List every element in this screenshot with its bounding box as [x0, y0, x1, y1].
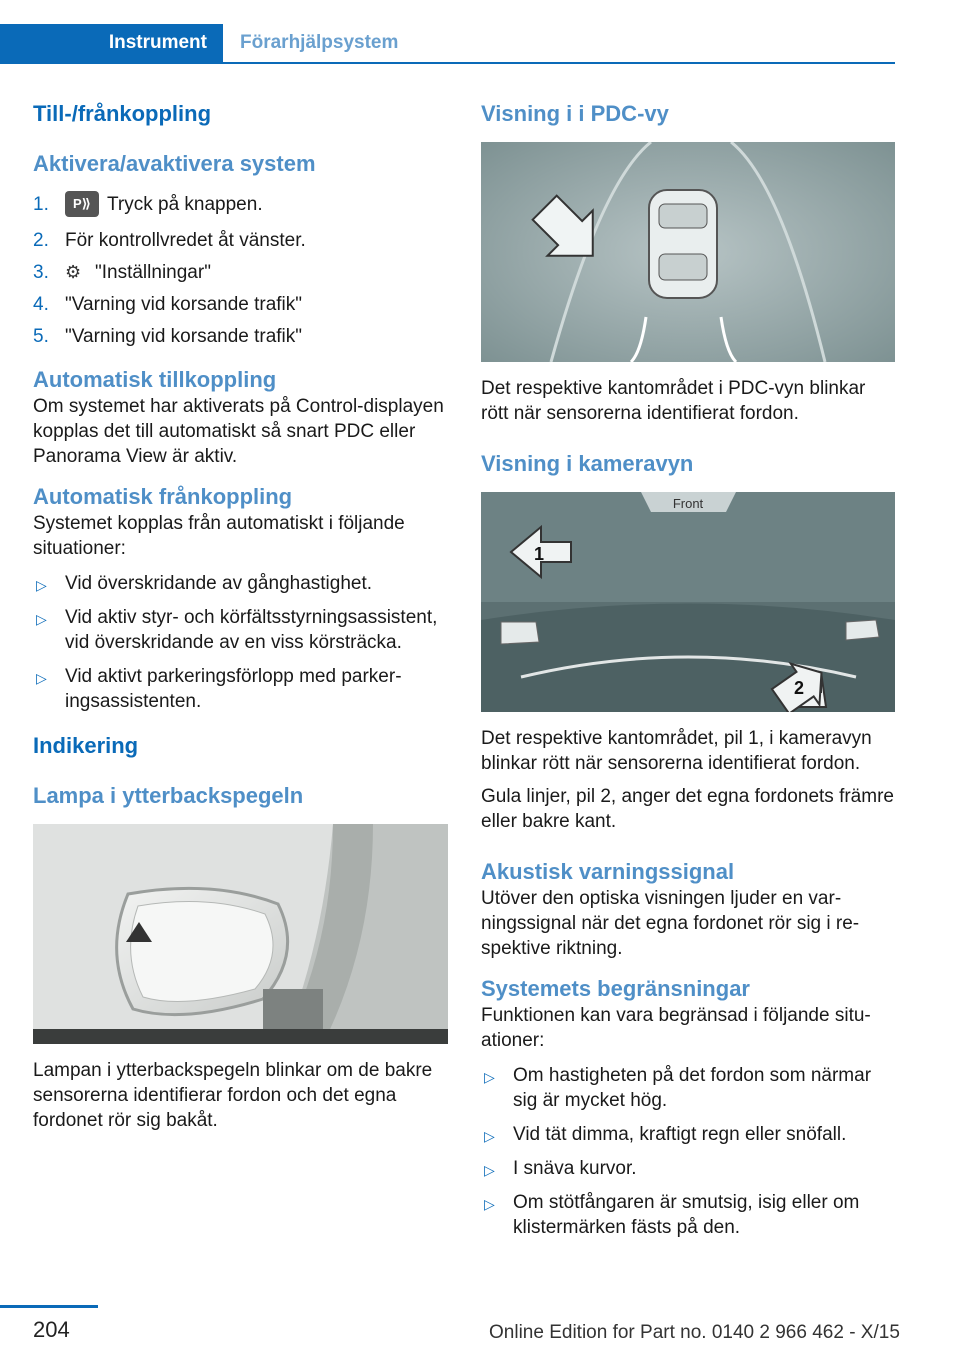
auto-off-bullets — [33, 571, 448, 714]
paragraph-auto-on: Om systemet har aktiverats på Control-displayen kopplas det till automatiskt så snart PDC eller Panorama View är aktiv. — [33, 396, 444, 467]
list-item-text: Vid tät dimma, kraftigt regn eller snöfall. — [513, 1124, 847, 1145]
list-item-text: I snäva kurvor. — [513, 1158, 637, 1179]
subsection-title-activate: Aktivera/avaktivera system — [33, 151, 316, 176]
list-item — [33, 571, 448, 596]
paragraph-camera-1: Det respektive kantområdet, pil 1, i kameravyn blinkar rött när sensorerna identifierat fordon. — [481, 728, 872, 774]
list-item — [33, 605, 448, 655]
step-item — [33, 320, 448, 352]
step-text: För kontrollvredet åt vänster. — [65, 229, 306, 251]
list-item — [481, 1156, 895, 1181]
gear-icon: ⚙ — [65, 261, 82, 282]
tab-forarhjalpsystem[interactable]: Förarhjälpsystem — [240, 32, 399, 53]
step-item — [33, 224, 448, 256]
list-item-text: Vid aktiv styr- och körfältsstyrningsassistent, vid överskridande av en viss körsträcka. — [65, 607, 438, 653]
triangle-bullet-icon: ▷ — [36, 577, 47, 593]
subsection-title-auto-on: Automatisk tillkoppling — [33, 367, 277, 392]
front-label: Front — [672, 496, 704, 511]
mirror-figure — [33, 824, 448, 1044]
paragraph-mirror: Lampan i ytterbackspegeln blinkar om de bakre sensorerna identifierar fordon och det egna fordonet rör sig bakåt. — [33, 1060, 433, 1131]
list-item — [481, 1122, 895, 1147]
list-item-text: Om stötfångaren är smutsig, isig eller om klistermärken fästs på den. — [513, 1192, 860, 1238]
triangle-bullet-icon: ▷ — [484, 1128, 495, 1144]
step-item — [33, 288, 448, 320]
triangle-bullet-icon: ▷ — [484, 1196, 495, 1212]
subsection-title-camera: Visning i kameravyn — [481, 451, 694, 476]
pdc-button-icon: P⟫ — [65, 191, 99, 217]
header-tabs — [0, 24, 895, 64]
subsection-title-limits: Systemets begränsningar — [481, 976, 750, 1001]
list-item — [481, 1063, 895, 1113]
limits-bullets — [481, 1063, 895, 1240]
subsection-title-acoustic: Akustisk varningssignal — [481, 859, 735, 884]
step-text: "Varning vid korsande trafik" — [65, 325, 303, 347]
paragraph-camera-2: Gula linjer, pil 2, anger det egna fordonets främre eller bakre kant. — [481, 786, 894, 832]
step-item — [33, 256, 448, 288]
subsection-title-mirror: Lampa i ytterbackspegeln — [33, 783, 304, 808]
section-title: Till-/frånkoppling — [33, 101, 212, 126]
steps-list — [33, 184, 448, 352]
paragraph-pdc: Det respektive kantområdet i PDC-vyn blinkar rött när sensorerna identifierat fordon. — [481, 378, 866, 424]
list-item — [33, 664, 448, 714]
arrow-1-label: 1 — [533, 544, 545, 564]
step-item — [33, 184, 448, 224]
section-title-indication: Indikering — [33, 733, 139, 758]
triangle-bullet-icon: ▷ — [36, 611, 47, 627]
triangle-bullet-icon: ▷ — [484, 1162, 495, 1178]
subsection-title-pdc: Visning i i PDC-vy — [481, 101, 669, 126]
triangle-bullet-icon: ▷ — [484, 1069, 495, 1085]
paragraph-limits: Funktionen kan vara begränsad i följande situationer: — [481, 1005, 871, 1051]
edition-text: Online Edition for Part no. 0140 2 966 462 - X/15 — [489, 1322, 900, 1343]
triangle-bullet-icon: ▷ — [36, 670, 47, 686]
pdc-view-figure — [481, 142, 895, 362]
arrow-2-label: 2 — [793, 678, 805, 698]
subsection-title-auto-off: Automatisk frånkoppling — [33, 484, 293, 509]
list-item — [481, 1190, 895, 1240]
right-column — [481, 100, 895, 1249]
left-column — [33, 100, 448, 1133]
step-number: 3. — [33, 261, 49, 283]
paragraph-auto-off: Systemet kopplas från automatiskt i följande situationer: — [33, 513, 405, 559]
step-number: 4. — [33, 293, 49, 315]
paragraph-acoustic: Utöver den optiska visningen ljuder en varningssignal när det egna fordonet rör sig i respektive riktning. — [481, 888, 860, 959]
tab-instrument[interactable]: Instrument — [0, 24, 223, 62]
list-item-text: Om hastigheten på det fordon som närmar sig är mycket hög. — [513, 1065, 872, 1111]
list-item-text: Vid aktivt parkeringsförlopp med parkeringsassistenten. — [65, 666, 402, 712]
step-text: Tryck på knappen. — [107, 193, 263, 215]
step-text: "Varning vid korsande trafik" — [65, 293, 303, 315]
footer-rule — [0, 1305, 98, 1308]
step-number: 2. — [33, 229, 49, 251]
page-number: 204 — [33, 1317, 70, 1342]
camera-view-figure — [481, 492, 895, 712]
step-text: "Inställningar" — [95, 261, 211, 283]
step-number: 1. — [33, 193, 49, 215]
list-item-text: Vid överskridande av gånghastighet. — [65, 573, 373, 594]
step-number: 5. — [33, 325, 49, 347]
